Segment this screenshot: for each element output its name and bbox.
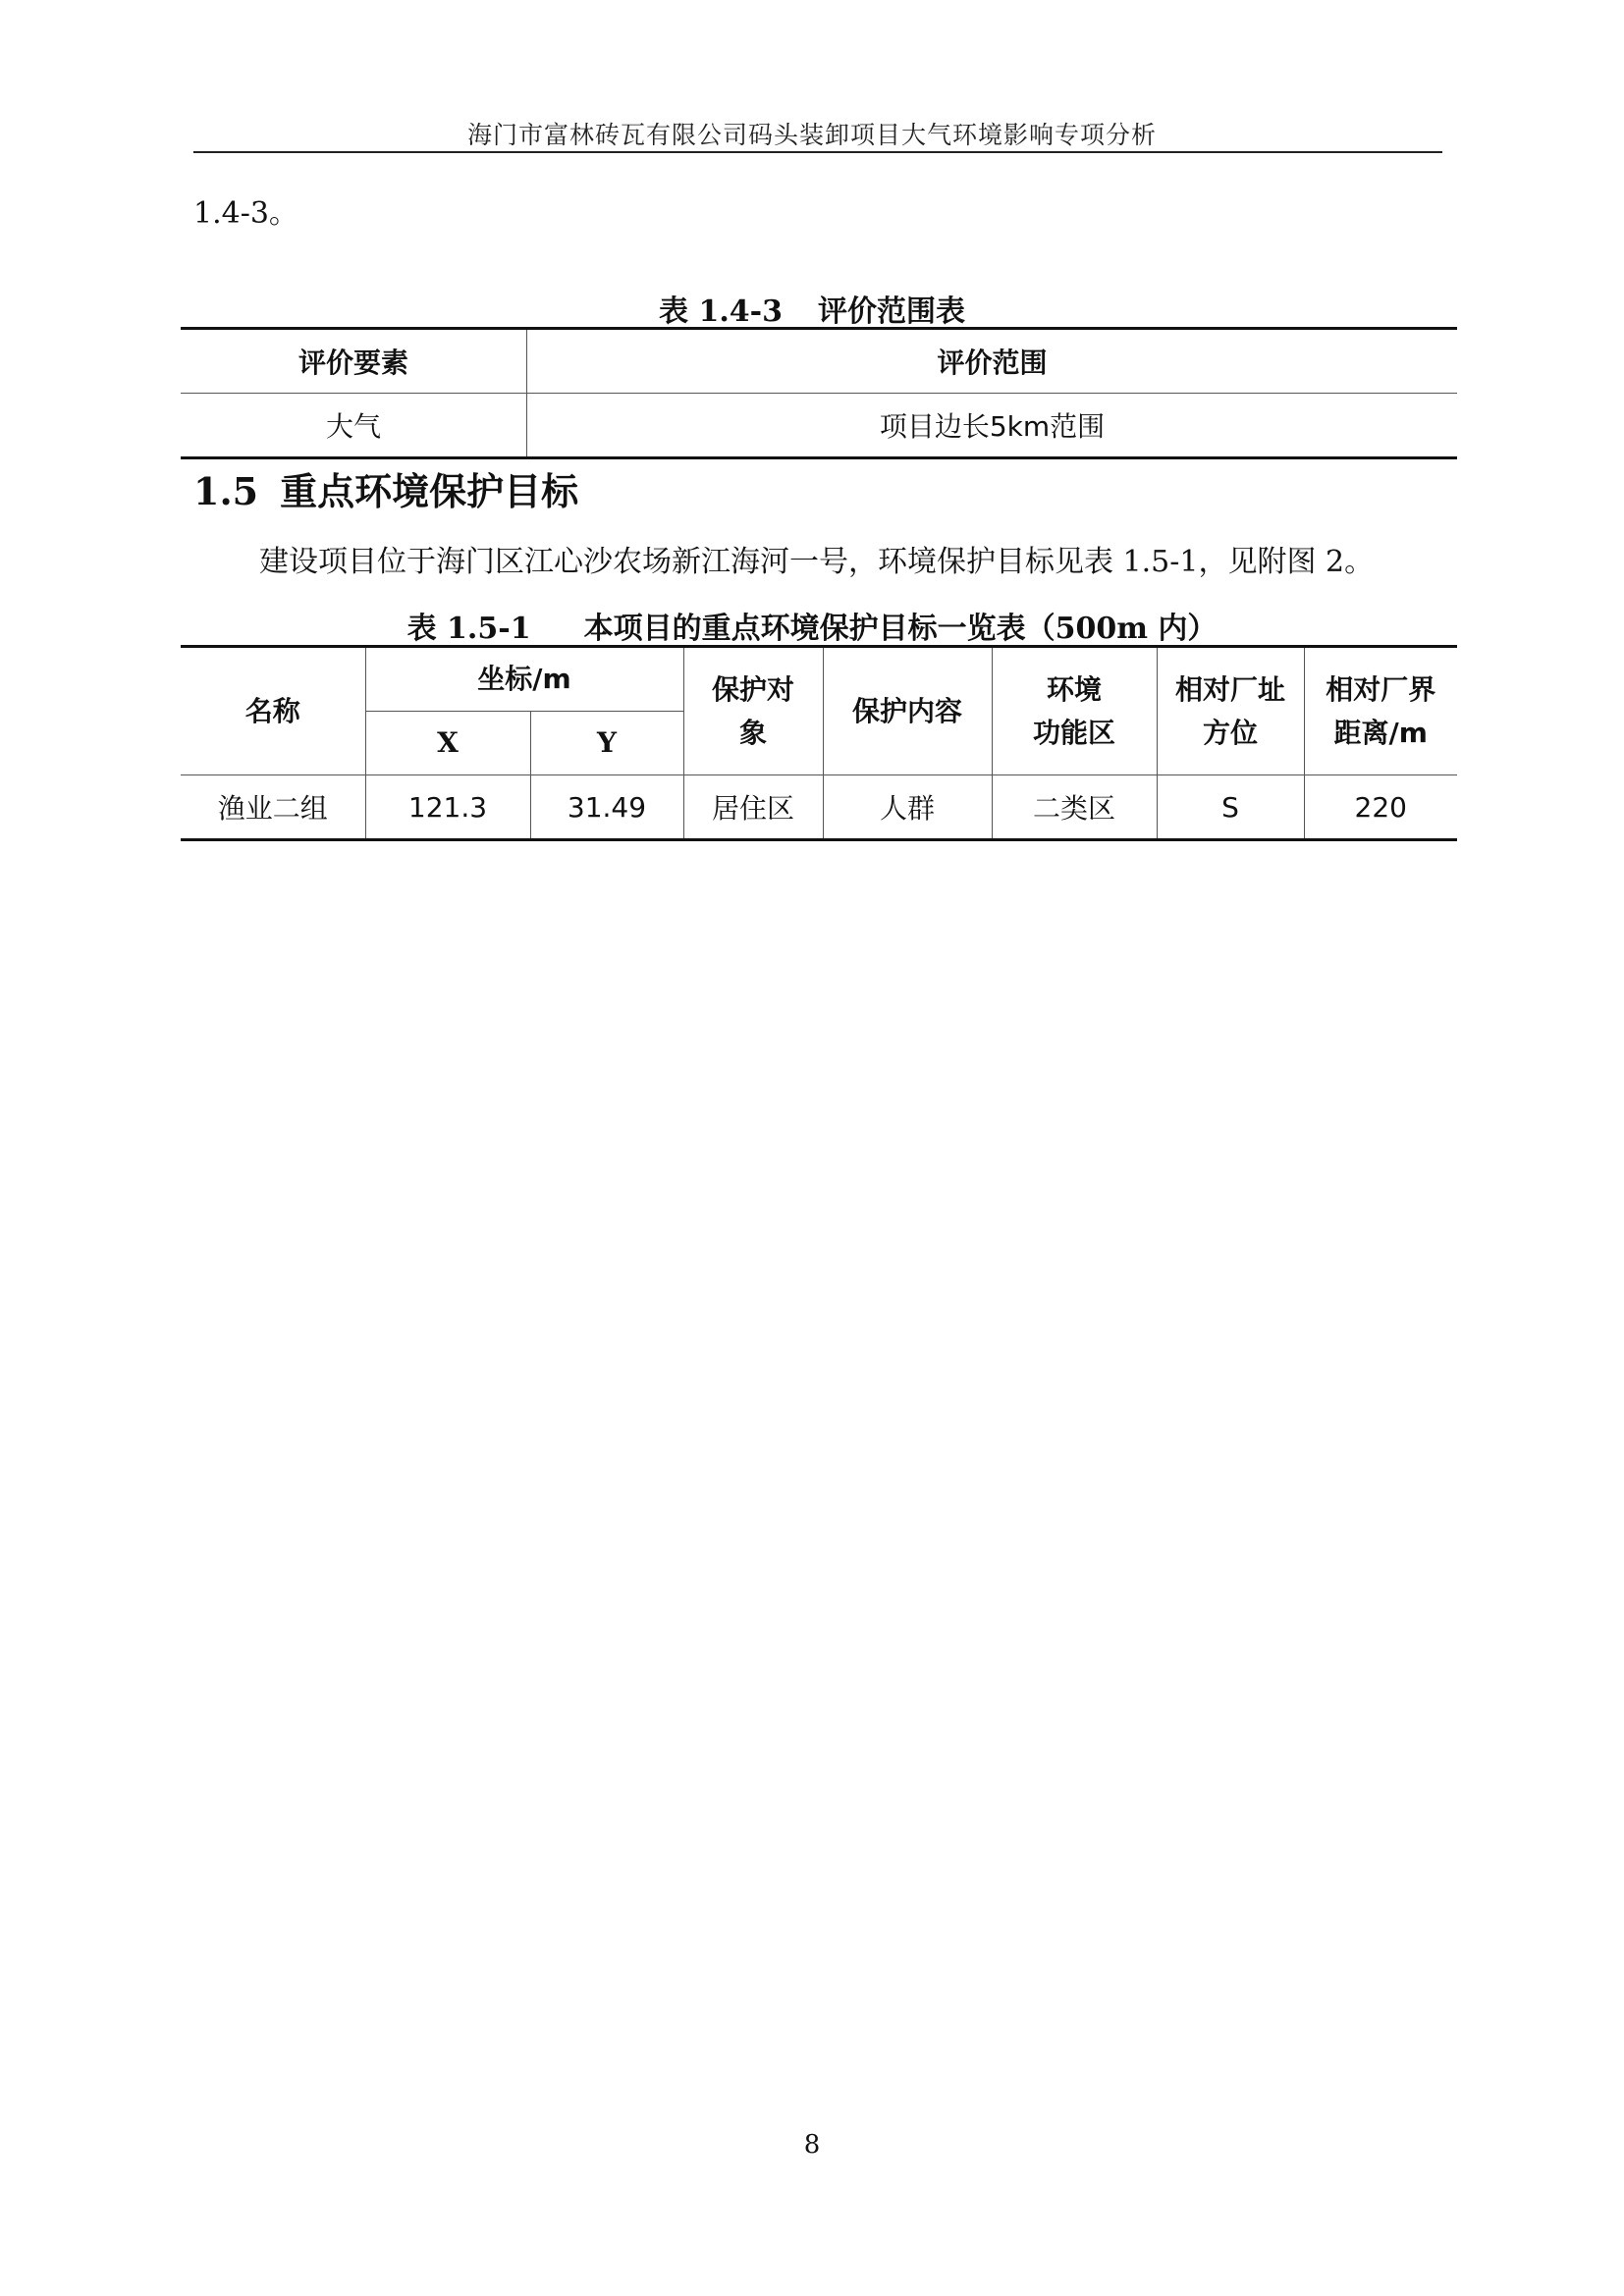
header-cell-y: Y bbox=[530, 712, 683, 775]
table-row bbox=[181, 394, 1457, 458]
continuation-text: 1.4-3。 bbox=[193, 196, 298, 231]
section-title: 重点环境保护目标 bbox=[280, 469, 579, 513]
table-row bbox=[181, 775, 1457, 840]
cell-scope: 项目边长5km范围 bbox=[879, 410, 1106, 443]
section-heading bbox=[193, 461, 578, 515]
table-1-5-1 bbox=[181, 645, 1457, 841]
header-cell-x: X bbox=[365, 712, 530, 775]
header-target-line1: 保护对 bbox=[711, 672, 794, 706]
cell-direction: S bbox=[1157, 775, 1304, 840]
table-1-5-1-caption bbox=[0, 604, 1624, 647]
section-number: 1.5 bbox=[193, 469, 259, 513]
cell-y: 31.49 bbox=[530, 775, 683, 840]
header-zone-line1: 环境 bbox=[1046, 672, 1102, 706]
header-distance-line2: 距离/m bbox=[1333, 716, 1428, 749]
cell-content: 人群 bbox=[823, 775, 992, 840]
table-1-4-3 bbox=[181, 327, 1457, 459]
cell-target: 居住区 bbox=[683, 775, 823, 840]
header-cell-coord: 坐标/m bbox=[365, 647, 683, 712]
cell-name: 渔业二组 bbox=[181, 775, 365, 840]
header-cell-direction bbox=[1157, 647, 1304, 775]
cell-distance: 220 bbox=[1354, 790, 1407, 824]
table-header-row bbox=[181, 647, 1457, 712]
table-1-4-3-caption bbox=[0, 287, 1624, 330]
page-number: 8 bbox=[803, 2130, 821, 2160]
header-zone-line2: 功能区 bbox=[1032, 716, 1115, 749]
header-cell-element: 评价要素 bbox=[181, 329, 527, 394]
header-target-line2: 象 bbox=[738, 716, 767, 749]
header-direction-line1: 相对厂址 bbox=[1174, 672, 1285, 706]
header-divider bbox=[193, 151, 1442, 153]
table-1-4-3-caption-number: 表 1.4-3 bbox=[659, 294, 783, 329]
header-cell-zone bbox=[992, 647, 1157, 775]
table-1-5-1-caption-number: 表 1.5-1 bbox=[406, 612, 531, 646]
page-header-title: 海门市富林砖瓦有限公司码头装卸项目大气环境影响专项分析 bbox=[466, 121, 1157, 149]
cell-zone: 二类区 bbox=[992, 775, 1157, 840]
header-direction-line2: 方位 bbox=[1202, 716, 1258, 749]
header-cell-name: 名称 bbox=[181, 647, 365, 775]
table-1-5-1-caption-title: 本项目的重点环境保护目标一览表（500m 内） bbox=[583, 612, 1218, 646]
header-cell-distance bbox=[1304, 647, 1457, 775]
cell-x: 121.3 bbox=[365, 775, 530, 840]
cell-element: 大气 bbox=[181, 394, 527, 458]
header-cell-scope: 评价范围 bbox=[527, 329, 1458, 394]
header-cell-content: 保护内容 bbox=[823, 647, 992, 775]
body-paragraph: 建设项目位于海门区江心沙农场新江海河一号，环境保护目标见表 1.5-1，见附图 2。 bbox=[259, 545, 1375, 579]
header-cell-target bbox=[683, 647, 823, 775]
header-distance-line1: 相对厂界 bbox=[1326, 672, 1436, 706]
table-1-4-3-caption-title: 评价范围表 bbox=[817, 294, 965, 329]
table-header-row bbox=[181, 329, 1457, 394]
